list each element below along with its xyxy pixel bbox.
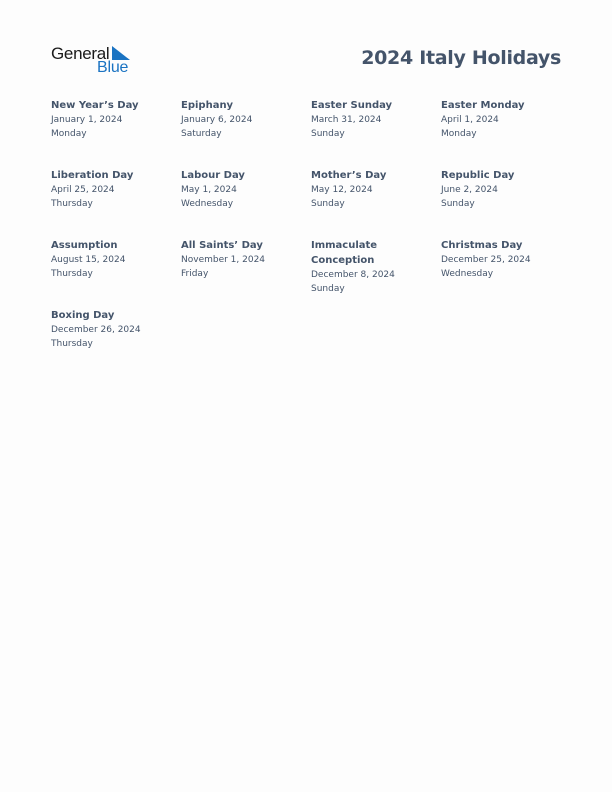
page-title: 2024 Italy Holidays <box>361 47 561 69</box>
holiday-grid <box>51 98 571 378</box>
holiday-date: April 25, 2024 <box>51 185 115 195</box>
holiday-weekday: Thursday <box>51 269 93 279</box>
holiday-weekday: Friday <box>181 269 209 279</box>
holiday-name: Immaculate Conception <box>311 240 378 266</box>
holiday-weekday: Thursday <box>51 339 93 349</box>
holiday-date: April 1, 2024 <box>441 115 499 125</box>
holiday-weekday: Sunday <box>311 199 345 209</box>
holiday-item <box>51 168 181 238</box>
holiday-name: Mother’s Day <box>311 170 387 181</box>
holiday-item <box>181 168 311 238</box>
logo-text-blue: Blue <box>97 59 129 76</box>
holiday-item <box>311 238 441 308</box>
holiday-name: Easter Monday <box>441 100 525 111</box>
holiday-date: December 25, 2024 <box>441 255 531 265</box>
holiday-name: Liberation Day <box>51 170 134 181</box>
holiday-weekday: Monday <box>51 129 87 139</box>
holiday-item <box>311 98 441 168</box>
holiday-weekday: Sunday <box>311 284 345 294</box>
holiday-date: March 31, 2024 <box>311 115 382 125</box>
holiday-item <box>441 238 571 308</box>
holiday-item <box>51 308 181 378</box>
holiday-date: May 12, 2024 <box>311 185 373 195</box>
holiday-item <box>181 238 311 308</box>
logo-text-general: General <box>51 44 110 63</box>
holiday-name: Assumption <box>51 240 118 251</box>
holiday-name: Epiphany <box>181 100 234 111</box>
holiday-item <box>311 168 441 238</box>
holiday-name: Boxing Day <box>51 310 115 321</box>
holiday-date: December 8, 2024 <box>311 270 395 280</box>
holiday-weekday: Monday <box>441 129 477 139</box>
holiday-weekday: Saturday <box>181 129 222 139</box>
holiday-date: January 6, 2024 <box>181 115 253 125</box>
holiday-weekday: Wednesday <box>181 199 234 209</box>
holiday-name: Easter Sunday <box>311 100 393 111</box>
holiday-item <box>51 98 181 168</box>
holiday-item <box>51 238 181 308</box>
holiday-date: January 1, 2024 <box>51 115 123 125</box>
holiday-name: Labour Day <box>181 170 245 181</box>
holiday-date: June 2, 2024 <box>441 185 498 195</box>
generalblue-logo <box>51 44 141 78</box>
holiday-weekday: Sunday <box>311 129 345 139</box>
holiday-date: December 26, 2024 <box>51 325 141 335</box>
holiday-name: Christmas Day <box>441 240 523 251</box>
holiday-name: All Saints’ Day <box>181 240 263 251</box>
holiday-date: November 1, 2024 <box>181 255 266 265</box>
holiday-item <box>181 98 311 168</box>
holiday-date: August 15, 2024 <box>51 255 126 265</box>
holiday-name: Republic Day <box>441 170 515 181</box>
logo-triangle-icon <box>112 46 130 60</box>
holiday-weekday: Sunday <box>441 199 475 209</box>
holiday-name: New Year’s Day <box>51 100 139 111</box>
holiday-date: May 1, 2024 <box>181 185 237 195</box>
holiday-weekday: Wednesday <box>441 269 494 279</box>
holiday-item <box>441 98 571 168</box>
holiday-weekday: Thursday <box>51 199 93 209</box>
holiday-item <box>441 168 571 238</box>
